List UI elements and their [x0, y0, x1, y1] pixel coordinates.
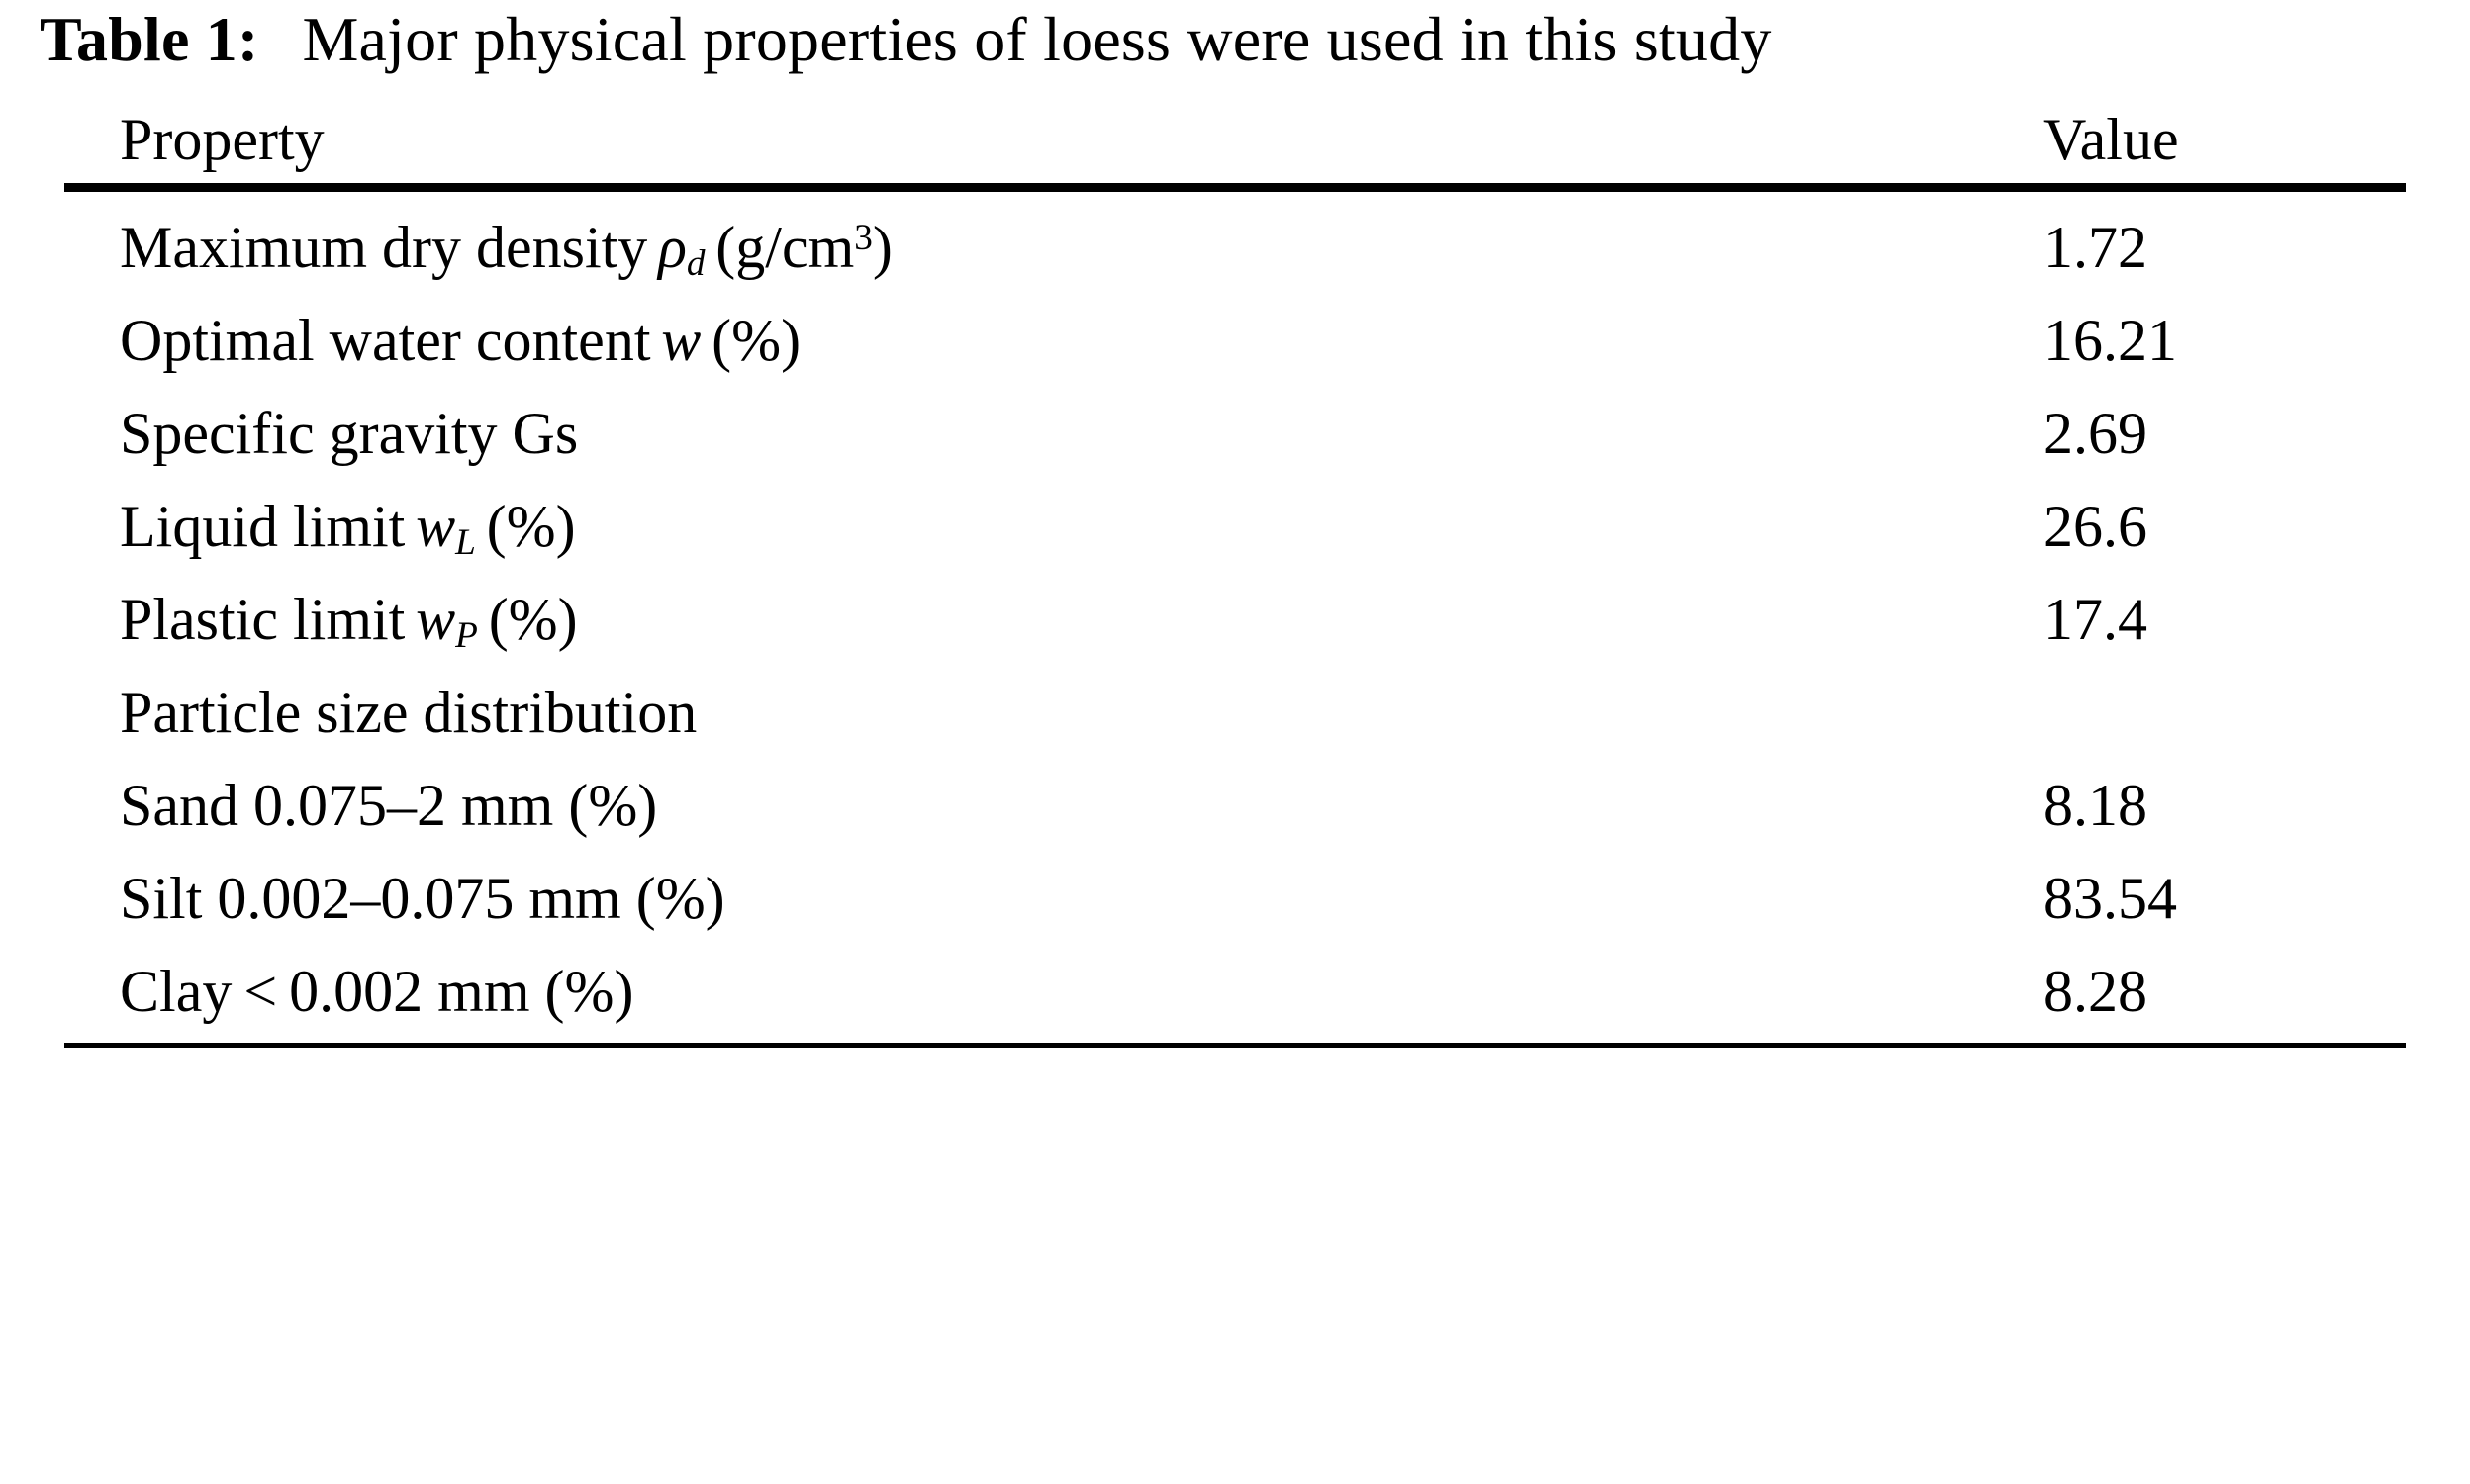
property-text: Plastic limit — [120, 587, 406, 653]
property-unit-pre: (%) — [488, 587, 578, 653]
table-row — [64, 293, 2406, 386]
property-symbol: ρ — [658, 215, 687, 281]
property-unit-sup: 3 — [854, 218, 873, 259]
property-text: Sand 0.075–2 mm (%) — [120, 773, 658, 839]
cell-property — [64, 572, 2043, 665]
cell-property — [64, 944, 2043, 1046]
cell-value: 83.54 — [2043, 866, 2177, 932]
cell-value: 26.6 — [2043, 494, 2147, 560]
table-caption-text: Major physical properties of loess were used in this study — [302, 4, 1772, 74]
table-row — [64, 479, 2406, 572]
property-unit-post: ) — [872, 215, 893, 281]
property-text: Liquid limit — [120, 494, 406, 560]
cell-value: 1.72 — [2043, 215, 2147, 281]
table-caption — [40, 0, 2430, 72]
table-row — [64, 758, 2406, 851]
property-symbol-sub: L — [455, 522, 476, 564]
property-symbol: w — [661, 308, 702, 374]
property-text: Clay < 0.002 mm (%) — [120, 959, 634, 1025]
property-text: Specific gravity Gs — [120, 401, 579, 467]
cell-value: 2.69 — [2043, 401, 2147, 467]
cell-property — [64, 293, 2043, 386]
cell-property — [64, 665, 2043, 758]
cell-value — [2043, 665, 2406, 758]
cell-property — [64, 851, 2043, 944]
column-header-property: Property — [120, 107, 325, 173]
cell-property — [64, 758, 2043, 851]
cell-value: 16.21 — [2043, 308, 2177, 374]
property-unit-pre: (%) — [712, 308, 802, 374]
table-header-row — [64, 94, 2406, 186]
table-row — [64, 572, 2406, 665]
property-text: Maximum dry density — [120, 215, 648, 281]
table-row — [64, 851, 2406, 944]
property-symbol: w — [416, 494, 456, 560]
property-text: Optimal water content — [120, 308, 651, 374]
property-unit-pre: (%) — [486, 494, 576, 560]
column-header-value: Value — [2043, 107, 2179, 173]
property-unit-pre: (g/cm — [715, 215, 855, 281]
property-symbol-sub: P — [455, 615, 478, 657]
property-symbol-sub: d — [686, 243, 706, 285]
table-row — [64, 386, 2406, 479]
cell-value: 17.4 — [2043, 587, 2147, 653]
cell-property — [64, 386, 2043, 479]
properties-table — [64, 94, 2406, 1048]
cell-value: 8.28 — [2043, 959, 2147, 1025]
table-row — [64, 665, 2406, 758]
property-text: Silt 0.002–0.075 mm (%) — [120, 866, 725, 932]
cell-value: 8.18 — [2043, 773, 2147, 839]
cell-property — [64, 192, 2043, 293]
table-row — [64, 192, 2406, 293]
table-row — [64, 944, 2406, 1046]
table-bottom-rule — [64, 1046, 2406, 1049]
property-text: Particle size distribution — [120, 680, 698, 746]
table-caption-label: Table 1: — [40, 4, 259, 74]
property-symbol: w — [416, 587, 456, 653]
cell-property — [64, 479, 2043, 572]
